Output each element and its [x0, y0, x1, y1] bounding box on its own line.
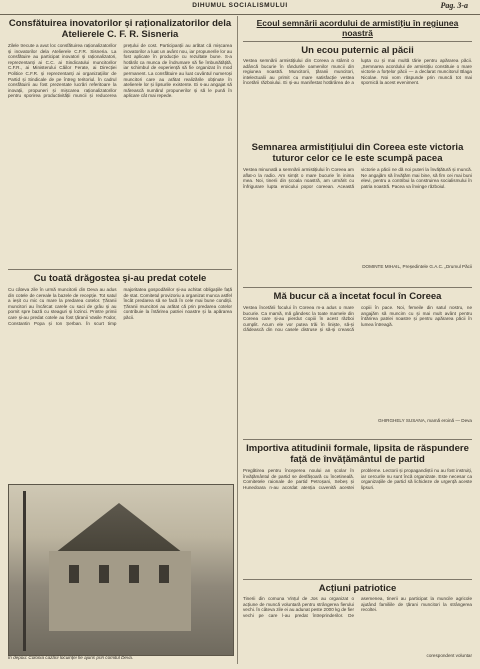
- article-body: Vestea încetării focului în Coreea m-a adus o mare bucurie. Ca mamă, mă gândesc la toate mamele din Coreea care și-au pierdut copiii în acest război cumplit. Acum ele vor putea trăi în liniște, să-și clădească din nou casele distruse și să-și crească copiii în pace. Noi, femeile din satul nostru, ne angajăm să muncim cu și mai mult avânt pentru întărirea patriei noastre și pentru apărarea păcii în lumea întreagă.: [243, 305, 472, 333]
- right-article-3: [243, 284, 472, 434]
- article-headline: Mă bucur că a încetat focul în Coreea: [273, 291, 442, 302]
- page-header: [0, 0, 480, 15]
- page-number: Pag. 3-a: [440, 1, 468, 10]
- article-headline: Consfătuirea inovatorilor și raționalizatorilor dela Atelierele C. F. R. Sisneria: [8, 18, 232, 40]
- right-article-1: [243, 18, 472, 140]
- article-body: Pregătirea pentru începerea noului an școlar în învățământul de partid se desfășoară cu încetineală. Comitetele raionale de partid Petroșani, Sebeș și Hunedoara n-au acordat atenția cuvenită acestei probleme. Lectorii și propagandiștii nu au fost instruiți, iar cercurile nu sunt încă organizate. Este necesar ca organizațiile de partid să lichideze de urgență aceste lipsuri.: [243, 468, 472, 490]
- section-headline: Ecoul semnării acordului de armistițiu în regiunea noastră: [256, 18, 459, 38]
- article-signature: corespondent voluntar: [426, 653, 472, 658]
- article-headline: Cu toată drăgostea și-au predat cotele: [33, 273, 207, 284]
- right-article-4: [243, 436, 472, 574]
- right-article-2: [243, 142, 472, 282]
- divider: [8, 269, 232, 270]
- article-headline: Acțiuni patriotice: [318, 583, 397, 594]
- right-article-5: [243, 576, 472, 664]
- news-photo: [8, 484, 234, 656]
- photo-caption: În depou: Colonia cazării locuinței fie ajuns prin comitul Deva.: [8, 655, 134, 660]
- article-headline: Semnarea armistițiului din Coreea este victoria tuturor celor ce le este scumpă pacea: [251, 142, 464, 164]
- article-body: Tinerii din comuna Vințul de Jos au organizat o acțiune de muncă voluntară pentru strângerea fierului vechi. În câteva zile ei au adunat peste 2000 kg de fier vechi pe care l-au predat întreprinderilor. De asemenea, tinerii au participat la muncile agricole ajutând familiile de țărani muncitori la strângerea recoltei.: [243, 596, 472, 618]
- column-divider: [237, 16, 238, 664]
- article-body: Zilele trecute a avut loc consfătuirea raționalizatorilor și inovatorilor dela Atelierele C.F.R. Sisneria. La consfătuire au participat inovatori și raționalizatori, reprezentanți ai C.C. ai Sindicatului muncitorilor C.F.R., ai Ministerului Căilor Ferate, ai Direcției Politice C.F.R. și reprezentanți ai organizațiilor de Partid și Sindicale de pe întreg teritoriul. În cadrul consfătuirii au fost prezentate lucrări referitoare la inovații, propuneri și mișcarea raționalizatorilor pentru sporirea productivității muncii și reducerea prețului de cost. Participanții au arătat că mișcarea inovatorilor a luat un avânt nou, iar propunerile lor au fost aplicate în producție cu rezultate bune. S-a hotărât ca munca de îndrumare să fie îmbunătățită, iar schimbul de experiență să fie organizat în mod permanent. La consfătuire au luat cuvântul numeroși muncitori care au arătat realizările obținute în atelierele lor și lipsurile existente. Ei s-au angajat să mărească numărul propunerilor și să le pună în aplicare cât mai repede.: [8, 43, 232, 99]
- article-body: Cu câteva zile în urmă muncitorii din Deva au adus din cotele de cereale la bazele de recepție. Tot satul a ieșit cu mic cu mare la predarea cotelor. Țăranii muncitori au încărcat carele cu saci de grâu și au pornit spre bază cu steaguri și lozinci. Printre primii care și-au predat cotele au fost țăranii Vasile Fodor, Constantin Popa și Ion Șerban. În scurt timp majoritatea gospodăriilor și-au achitat obligațiile față de stat. Comitetul provizoriu a organizat munca astfel încât predarea să se facă în cele mai bune condiții. Țăranii muncitori au arătat că prin predarea cotelor contribuie la întărirea patriei noastre și la apărarea păcii.: [8, 287, 232, 326]
- article-headline: Importiva atitudinii formale, lipsita de răspundere față de învățământul de partid: [246, 443, 469, 465]
- newspaper-title: DIHUMUL SOCIALISMULUI: [192, 2, 288, 9]
- article-signature: DOMINTE MIHAIL, Președintele G.A.C. „Drumul Păcii: [362, 264, 472, 269]
- article-body: Vestea semnării armistițiului din Coreea a stârnit o adâncă bucurie în rândurile oamenilor muncii din regiunea noastră. Muncitorii, țăranii muncitori, intelectualii au primit cu mare satisfacție vestea încetării războiului. Ei și-au manifestat hotărârea de a lupta cu și mai multă tărie pentru apărarea păcii. „Semnarea acordului de armistițiu constituie o mare victorie a forțelor păcii — a declarat muncitorul Blaga Nicolae. Noi vom răspunde prin muncă tot mai spornică la acest eveniment.: [243, 58, 472, 86]
- left-article-1: [8, 18, 232, 266]
- article-body: Vestea minunată a semnării armistițiului în Coreea am aflat-o la radio. Am simțit o mare bucurie în inima mea. Noi, tinerii din școala noastră, am urmărit cu înfrigurare lupta eroicului popor coreean. Această victorie a păcii ne dă noi puteri la învățătură și muncă. Ne angajăm să învățăm mai bine, să fim cei mai buni elevi, pentru a contribui la construirea socialismului în patria noastră. Pacea va învinge războiul.: [243, 167, 472, 189]
- article-headline: Un ecou puternic al păcii: [301, 45, 414, 56]
- left-article-2: [8, 266, 232, 482]
- article-signature: GHIRGHELY SUSANA, mamă eroină — Deva: [377, 418, 472, 423]
